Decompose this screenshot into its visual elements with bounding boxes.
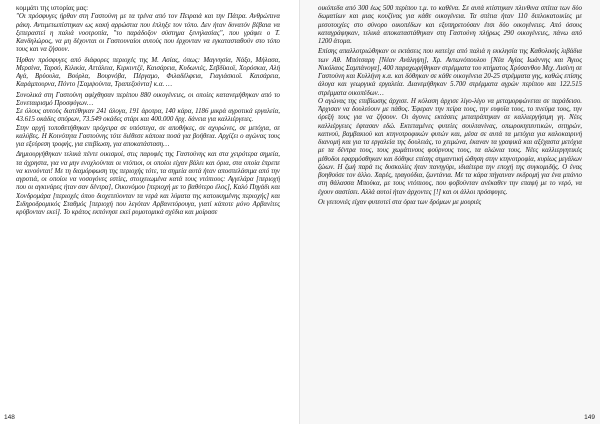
- right-page-text-column: [318, 5, 582, 405]
- paragraph: Σε όλους αυτούς διατέθηκαν 241 άλογα, 191 άροτρα, 140 κάρα, 1186 μικρά αγροτικά εργαλεία, 43.615 οκάδες σπόρων, 73.549 οκάδες στάρι και 400.000 δρχ. δάνεια για καλλιέργειες.: [16, 108, 280, 124]
- paragraph: Οι γειτονιές είχαν φυτευτεί στα όρια των δρόμων με μουριές: [318, 198, 482, 206]
- page-number: 149: [584, 414, 595, 421]
- left-page-text-column: [16, 5, 280, 405]
- paragraph: Στην αρχή τοποθετήθηκαν πρόχειρα σε υπόστεγα, σε αποθήκες, σε αχυρώνες, σε μετόχια, σε καλύβες. Η Κοινότητα Γαστούνης τότε διέθεσε κάποια ποσά για βοήθεια. Αρχίζει ο αγώνας τους για εξεύρεση τροφής, για επιβίωση, για αποκατάσταση…: [16, 124, 280, 148]
- paragraph: Δημιουργήθηκαν τελικά πέντε οικισμοί, στις παρυφές της Γαστούνης και στα χειρότερα σημεία, τα άχρηστα, για να μην ενοχλούνται οι ντόπιοι, οι οποίοι είχαν βάλει και όρια, στα οποία έπρεπε να κινούνται! Με τη διαμόρφωση της περιοχής τότε, τα σημεία αυτά ήταν αποσπελάσιμα από την αγροτιά, οι οποίοι να νοσογόνες εστίες, στοιχειωμένα κατά τους ντόπιους: Αγγελάρα [περιοχή που οι αγκινάρες ήταν σαν δέντρα], Οικονόμου [περιοχή με το βαθύτερο έλος], Καλό Πηγάδι και Χονδρομάρα [περιοχές όπου διοχετεύονταν τα νερά και λύματα της κατοικημένης περιοχής] και Σιδηροδρομικός Σταθμός [περιοχή που λεγόταν Αρβανιτόρουγα, γιατί κάποτε μόνο Αρβανίτες κρύβονταν εκεί]. Το κράτος εκπόνησε εκεί ρυμοτομικά σχέδια και μοίρασε: [16, 151, 280, 216]
- page-number: 148: [4, 414, 15, 421]
- paragraph: Ο αγώνας της επιβίωσης άρχισε. Η κόλαση άρχισε λίγο-λίγο να μεταμορφώνεται σε παράδεισο. Άρχισαν να δουλεύουν με πάθος. Έφεραν την πείρα τους, την ευφυΐα τους, το πνεύμα τους, την όρεξή τους για να ζήσουν. Οι άγονες εκτάσεις μετατράπηκαν σε καλλιεργήσιμη γη. Νέες καλλιέργειες έφτασαν εδώ. Εκτεταμένες φυτείες σουλτανίνας, οπωροκηπευτικών, σιτηρών, καπνού, βαμβακιού και κτηνοτροφικών φυτών και, μέσα σε αυτά τα μετόχια για καλοκαιρινή διανομή και για τα εργαλεία της δουλειάς, το χειμώνα, έκαναν τα γραφικά και αξέχαστα μετόχια με τα δέντρα τους, τους χωμάτινους φούρνους τους, τα αλώνια τους. Νέες καλλιεργητικές μέθοδοι εφαρμόσθηκαν και δόθηκε επίσης σημαντική ώθηση στην κτηνοτροφία, κυρίως μεγάλων ζώων. Η ζωή παρά τις δυσκολίες ήταν πανηγύρι, ιδιαίτερα την εποχή της συγκομιδής. Ο ένας βοηθούσε τον άλλο. Χαρές, τραγούδια, ζωντάνια. Με τα κάρα πήγαιναν εκδρομή για ένα μπάνιο στη θάλασσα Μπούκα, με τους ντόπιους, που φοβούνταν ανέκαθεν την επαφή με το νερό, να έχουν σαστίσει. Αλλά αυτοί ήταν άρχοντες [!] και οι άλλοι πρόσφυγες.: [318, 97, 582, 196]
- paragraph: οικόπεδα από 300 έως 500 περίπου τ.μ. το καθένα. Σε αυτά κτίστηκαν πλινθινα σπίτια των δύο δωματίων και μιας κουζίνας για κάθε οικογένεια. Τα σπίτια ήταν 110 διπλοκατοικίες με μεσοτοιχίες στο σύνορο οικοπέδων και εξυπηρετούσαν έτσι δύο οικογένειες. Από όσους καταγράφηκαν, τελικά αποκαταστάθηκαν στη Γαστούνη πλήρως 290 οικογένειες, πάνω από 1200 άτομα.: [318, 5, 582, 45]
- right-page: [300, 0, 600, 424]
- paragraph: "Οι πρόσφυγες ήρθαν στη Γαστούνη με τα τρένα από τον Πειραιά και την Πάτρα. Ανθρώπινα ράκη. Αντιμετωπίστηκαν ως κακή αρρώστια που έπληξε τον τόπο. Δεν ήταν δυνατόν βέβαια να ξεπεραστεί η παλιά νοοτροπία, "το παράδοξον σύστημα ξενηλασίας", που γράφει ο Τ. Κανδηλώρος, να μη δέχονται οι Γαστουναίοι αυτούς που έρχονταν να εγκατασταθούν στο τόπο τους και να ζήσουν.: [16, 13, 280, 54]
- paragraph: Συνολικά στη Γαστούνη αφίχθησαν περίπου 880 οικογένειες, οι οποίες κατανεμήθηκαν από το Συνεταιρισμό Προσφύγων…: [16, 91, 280, 107]
- paragraph: Ήρθαν πρόσφυγες από διάφορες περιοχές της Μ. Ασίας, όπως: Μαγνησία, Νάξο, Μήλασα, Μερσίνα, Ταρσό, Κιλικία, Αττάλεια, Κιρκιντζέ, Καισάρεια, Κυδωνιές, Σεβδίκιοϊ, Χορόσκια, Αλή Αγά, Βρύουλα, Βούρλα, Βουρνόβα, Πέργαμο, Φιλαδέλφεια, Γιαγιάσκιοϊ. Καισάρεια, Καράμπουρνα, Πόντο [Σαμψούντα, Τραπεζούντα] κ.α. …: [16, 56, 280, 89]
- paragraph: κομμάτι της ιστορίας μας:: [16, 5, 89, 12]
- paragraph: Επίσης απαλλοτριώθηκαν οι εκτάσεις που κατείχε από παλιά η εκκλησία της Καθολικής λιβάδια των Αθ. Μπότσαρη [Νέαν Ανάληψη], Χρ. Αντωνόπουλου [Νέα Αγίας Ιωάννης και Άγιος Νικόλαος Σαμπάνογα], 400 παραχωρήθηκαν στρέμματα του κτήματος Χρύσανθου Μιχ. Λισίνη σε Γαστούνη και Κυλλήνη κ.α. και δόθηκαν σε κάθε οικογένεια 20-25 στρέμματα γης, καθώς επίσης άλογα και γεωργικά εργαλεία. Διανεμήθηκαν 5.700 στρέμματα αγρών περίπου και 122.515 στρέμματα οικοπέδων…: [318, 48, 582, 97]
